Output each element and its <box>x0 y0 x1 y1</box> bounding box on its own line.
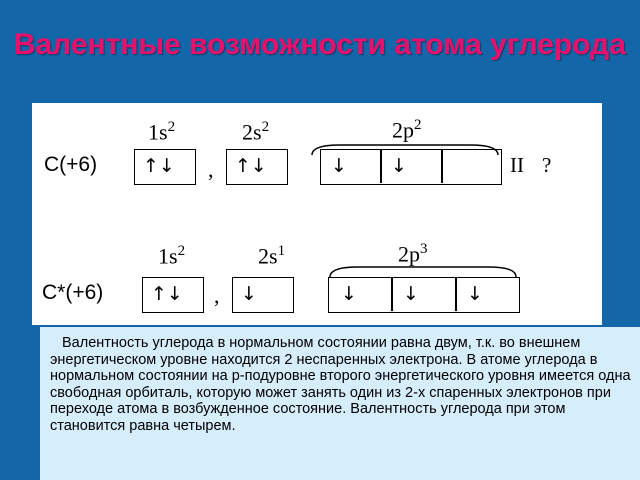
excited-orbital-2p-cell-3: ↓ <box>467 283 483 305</box>
excited-label-1s: $1s^2$ <box>158 243 186 269</box>
ground-atom-label: C(+6) <box>44 153 98 176</box>
excited-2p-divider <box>391 277 393 311</box>
excited-orbital-2p <box>328 277 520 313</box>
ground-orbital-2p-cell-2: ↓ <box>391 155 407 177</box>
orbital-diagram <box>32 103 602 325</box>
explanation-text: Валентность углерода в нормальном состоянии равна двум, т.к. во внешнем энергетическом уровне находится 2 неспаренных электрона. В атоме углерода в нормальном состоянии на р-подуровне второго энергетического уровня имеется одна свободная орбиталь, которую может занять один из 2-х спаренных электронов при переходе атома в возбужденное состояние. Валентность углерода при этом становится равна четырем. <box>50 335 631 434</box>
explanation-box <box>40 327 640 480</box>
ground-label-1s: $1s^2$ <box>148 119 176 145</box>
ground-2p-divider <box>380 149 382 183</box>
ground-orbital-2p <box>320 149 502 185</box>
excited-orbital-2p-cell-2: ↓ <box>403 283 419 305</box>
ground-orbital-1s: ↑↓ <box>134 149 196 185</box>
excited-2p-divider <box>455 277 457 311</box>
excited-label-2p: $2p^3$ <box>398 241 428 267</box>
ground-question: ? <box>542 153 552 177</box>
excited-orbital-2s: ↓ <box>232 277 294 313</box>
ground-label-2p: $2p^2$ <box>392 117 422 143</box>
excited-label-2s: $2s^1$ <box>258 243 286 269</box>
ground-orbital-2s: ↑↓ <box>226 149 288 185</box>
excited-orbital-1s: ↑↓ <box>142 277 204 313</box>
excited-orbital-2p-cell-1: ↓ <box>341 283 357 305</box>
ground-orbital-2p-cell-1: ↓ <box>331 155 347 177</box>
ground-valence: II <box>510 153 524 177</box>
excited-comma: , <box>214 283 220 308</box>
ground-label-2s: $2s^2$ <box>242 119 270 145</box>
excited-atom-label: C*(+6) <box>42 281 104 304</box>
ground-2p-divider <box>441 149 443 183</box>
slide-title: Валентные возможности атома углерода <box>13 28 627 61</box>
ground-comma: , <box>208 157 214 182</box>
